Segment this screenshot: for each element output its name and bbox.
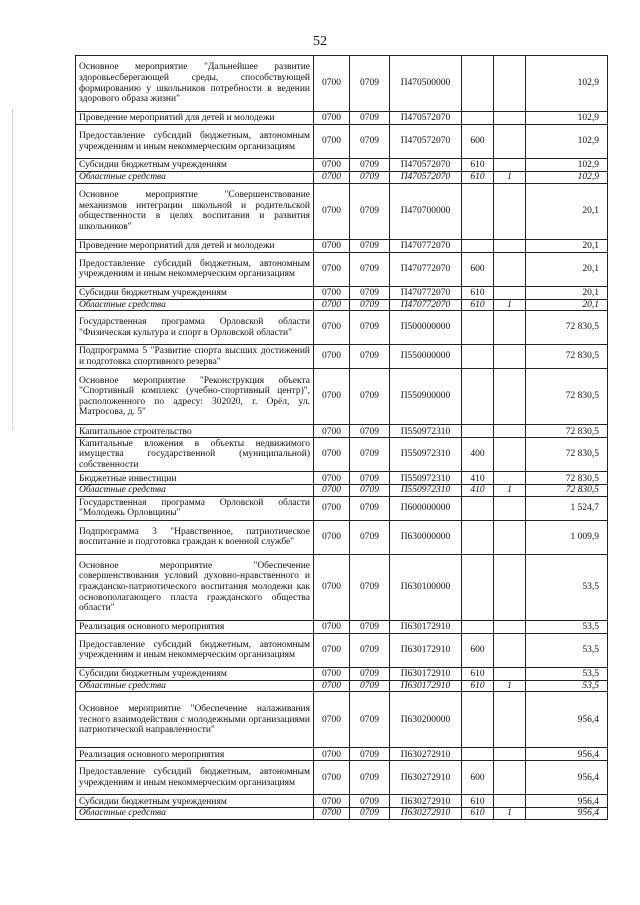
section-code-cell: 0700 xyxy=(314,252,350,286)
subsection-code-cell: 0709 xyxy=(350,125,390,159)
target-article-cell: П470772070 xyxy=(390,239,462,252)
table-row xyxy=(76,183,608,239)
expense-type-cell xyxy=(462,620,494,633)
amount-cell: 956,4 xyxy=(526,692,608,748)
expense-type-cell xyxy=(462,425,494,438)
table-row xyxy=(76,345,608,369)
table-row xyxy=(76,496,608,520)
target-article-cell: П470700000 xyxy=(390,183,462,239)
funding-source-cell xyxy=(494,159,526,172)
subsection-code-cell: 0709 xyxy=(350,425,390,438)
amount-cell: 72 830,5 xyxy=(526,472,608,485)
subsection-code-cell: 0709 xyxy=(350,808,390,820)
subsection-code-cell: 0709 xyxy=(350,620,390,633)
section-code-cell: 0700 xyxy=(314,345,350,369)
row-name-cell: Субсидии бюджетным учреждениям xyxy=(76,159,314,172)
expense-type-cell: 610 xyxy=(462,286,494,299)
funding-source-cell xyxy=(494,286,526,299)
target-article-cell: П630172910 xyxy=(390,680,462,692)
amount-cell: 102,9 xyxy=(526,56,608,112)
amount-cell: 102,9 xyxy=(526,159,608,172)
row-name-cell: Областные средства xyxy=(76,172,314,184)
funding-source-cell xyxy=(494,633,526,667)
funding-source-cell xyxy=(494,620,526,633)
expense-type-cell xyxy=(462,369,494,425)
budget-table xyxy=(75,55,608,820)
target-article-cell: П470772070 xyxy=(390,252,462,286)
amount-cell: 956,4 xyxy=(526,808,608,820)
amount-cell: 53,5 xyxy=(526,554,608,620)
row-name-cell: Предоставление субсидий бюджетным, автономным учреждениям и иным некоммерческим организациям xyxy=(76,633,314,667)
target-article-cell: П630100000 xyxy=(390,554,462,620)
target-article-cell: П550972310 xyxy=(390,472,462,485)
section-code-cell: 0700 xyxy=(314,425,350,438)
row-name-cell: Предоставление субсидий бюджетным, автономным учреждениям и иным некоммерческим организациям xyxy=(76,252,314,286)
subsection-code-cell: 0709 xyxy=(350,692,390,748)
section-code-cell: 0700 xyxy=(314,56,350,112)
subsection-code-cell: 0709 xyxy=(350,633,390,667)
subsection-code-cell: 0709 xyxy=(350,299,390,311)
amount-cell: 956,4 xyxy=(526,761,608,795)
row-name-cell: Основное мероприятие "Совершенствование механизмов интеграции школьной и родительской общественности в целях воспитания и развития школьников" xyxy=(76,183,314,239)
expense-type-cell: 410 xyxy=(462,472,494,485)
funding-source-cell xyxy=(494,692,526,748)
section-code-cell: 0700 xyxy=(314,125,350,159)
section-code-cell: 0700 xyxy=(314,520,350,554)
funding-source-cell xyxy=(494,795,526,808)
subsection-code-cell: 0709 xyxy=(350,667,390,680)
table-row xyxy=(76,485,608,497)
funding-source-cell xyxy=(494,425,526,438)
row-name-cell: Областные средства xyxy=(76,808,314,820)
target-article-cell: П550972310 xyxy=(390,485,462,497)
table-row xyxy=(76,472,608,485)
expense-type-cell xyxy=(462,112,494,125)
table-row xyxy=(76,299,608,311)
expense-type-cell xyxy=(462,748,494,761)
expense-type-cell: 610 xyxy=(462,299,494,311)
target-article-cell: П550000000 xyxy=(390,345,462,369)
amount-cell: 72 830,5 xyxy=(526,425,608,438)
subsection-code-cell: 0709 xyxy=(350,286,390,299)
expense-type-cell: 610 xyxy=(462,159,494,172)
subsection-code-cell: 0709 xyxy=(350,159,390,172)
funding-source-cell: 1 xyxy=(494,808,526,820)
funding-source-cell xyxy=(494,554,526,620)
funding-source-cell xyxy=(494,183,526,239)
amount-cell: 72 830,5 xyxy=(526,438,608,472)
budget-table-body xyxy=(76,56,608,820)
funding-source-cell xyxy=(494,761,526,795)
funding-source-cell xyxy=(494,369,526,425)
funding-source-cell xyxy=(494,667,526,680)
expense-type-cell: 600 xyxy=(462,761,494,795)
row-name-cell: Предоставление субсидий бюджетным, автономным учреждениям и иным некоммерческим организациям xyxy=(76,125,314,159)
amount-cell: 1 009,9 xyxy=(526,520,608,554)
table-row xyxy=(76,239,608,252)
target-article-cell: П470500000 xyxy=(390,56,462,112)
subsection-code-cell: 0709 xyxy=(350,311,390,345)
funding-source-cell xyxy=(494,252,526,286)
section-code-cell: 0700 xyxy=(314,172,350,184)
subsection-code-cell: 0709 xyxy=(350,554,390,620)
amount-cell: 53,5 xyxy=(526,620,608,633)
row-name-cell: Реализация основного мероприятия xyxy=(76,748,314,761)
section-code-cell: 0700 xyxy=(314,680,350,692)
expense-type-cell: 610 xyxy=(462,172,494,184)
row-name-cell: Областные средства xyxy=(76,299,314,311)
table-row xyxy=(76,286,608,299)
section-code-cell: 0700 xyxy=(314,311,350,345)
row-name-cell: Областные средства xyxy=(76,485,314,497)
subsection-code-cell: 0709 xyxy=(350,369,390,425)
subsection-code-cell: 0709 xyxy=(350,680,390,692)
section-code-cell: 0700 xyxy=(314,438,350,472)
funding-source-cell xyxy=(494,125,526,159)
funding-source-cell xyxy=(494,748,526,761)
row-name-cell: Бюджетные инвестиции xyxy=(76,472,314,485)
funding-source-cell xyxy=(494,438,526,472)
table-row xyxy=(76,620,608,633)
section-code-cell: 0700 xyxy=(314,667,350,680)
subsection-code-cell: 0709 xyxy=(350,761,390,795)
amount-cell: 20,1 xyxy=(526,252,608,286)
section-code-cell: 0700 xyxy=(314,692,350,748)
row-name-cell: Проведение мероприятий для детей и молодежи xyxy=(76,239,314,252)
funding-source-cell: 1 xyxy=(494,485,526,497)
scan-margin-line xyxy=(12,110,13,430)
target-article-cell: П630272910 xyxy=(390,795,462,808)
section-code-cell: 0700 xyxy=(314,485,350,497)
section-code-cell: 0700 xyxy=(314,554,350,620)
funding-source-cell xyxy=(494,112,526,125)
funding-source-cell xyxy=(494,520,526,554)
target-article-cell: П630272910 xyxy=(390,761,462,795)
section-code-cell: 0700 xyxy=(314,795,350,808)
subsection-code-cell: 0709 xyxy=(350,252,390,286)
funding-source-cell xyxy=(494,239,526,252)
target-article-cell: П630172910 xyxy=(390,633,462,667)
row-name-cell: Подпрограмма 3 "Нравственное, патриотическое воспитание и подготовка граждан к военной службе" xyxy=(76,520,314,554)
subsection-code-cell: 0709 xyxy=(350,485,390,497)
row-name-cell: Реализация основного мероприятия xyxy=(76,620,314,633)
row-name-cell: Капитальные вложения в объекты недвижимого имущества государственной (муниципальной) собственности xyxy=(76,438,314,472)
amount-cell: 1 524,7 xyxy=(526,496,608,520)
expense-type-cell xyxy=(462,56,494,112)
section-code-cell: 0700 xyxy=(314,286,350,299)
table-row xyxy=(76,425,608,438)
subsection-code-cell: 0709 xyxy=(350,112,390,125)
subsection-code-cell: 0709 xyxy=(350,172,390,184)
funding-source-cell xyxy=(494,56,526,112)
expense-type-cell xyxy=(462,520,494,554)
target-article-cell: П500000000 xyxy=(390,311,462,345)
expense-type-cell: 610 xyxy=(462,795,494,808)
table-row xyxy=(76,520,608,554)
amount-cell: 72 830,5 xyxy=(526,369,608,425)
subsection-code-cell: 0709 xyxy=(350,438,390,472)
target-article-cell: П470572070 xyxy=(390,159,462,172)
table-row xyxy=(76,667,608,680)
amount-cell: 102,9 xyxy=(526,125,608,159)
table-row xyxy=(76,748,608,761)
target-article-cell: П630172910 xyxy=(390,667,462,680)
table-row xyxy=(76,692,608,748)
section-code-cell: 0700 xyxy=(314,159,350,172)
expense-type-cell: 600 xyxy=(462,633,494,667)
row-name-cell: Основное мероприятие "Обеспечение совершенствования условий духовно-нравственного и гражданско-патриотического воспитания молодежи как основополагающего пласта гражданского общества области" xyxy=(76,554,314,620)
target-article-cell: П470572070 xyxy=(390,172,462,184)
target-article-cell: П630200000 xyxy=(390,692,462,748)
section-code-cell: 0700 xyxy=(314,748,350,761)
expense-type-cell xyxy=(462,239,494,252)
subsection-code-cell: 0709 xyxy=(350,496,390,520)
expense-type-cell: 610 xyxy=(462,680,494,692)
amount-cell: 20,1 xyxy=(526,286,608,299)
target-article-cell: П470772070 xyxy=(390,286,462,299)
table-row xyxy=(76,680,608,692)
subsection-code-cell: 0709 xyxy=(350,183,390,239)
section-code-cell: 0700 xyxy=(314,183,350,239)
subsection-code-cell: 0709 xyxy=(350,795,390,808)
amount-cell: 20,1 xyxy=(526,299,608,311)
amount-cell: 53,5 xyxy=(526,667,608,680)
expense-type-cell xyxy=(462,554,494,620)
section-code-cell: 0700 xyxy=(314,496,350,520)
row-name-cell: Субсидии бюджетным учреждениям xyxy=(76,795,314,808)
table-row xyxy=(76,438,608,472)
row-name-cell: Капитальное строительство xyxy=(76,425,314,438)
table-row xyxy=(76,125,608,159)
section-code-cell: 0700 xyxy=(314,633,350,667)
row-name-cell: Субсидии бюджетным учреждениям xyxy=(76,667,314,680)
expense-type-cell xyxy=(462,311,494,345)
row-name-cell: Субсидии бюджетным учреждениям xyxy=(76,286,314,299)
target-article-cell: П550972310 xyxy=(390,425,462,438)
expense-type-cell xyxy=(462,345,494,369)
target-article-cell: П550972310 xyxy=(390,438,462,472)
amount-cell: 956,4 xyxy=(526,795,608,808)
expense-type-cell xyxy=(462,692,494,748)
page-number: 52 xyxy=(313,34,327,49)
table-row xyxy=(76,633,608,667)
section-code-cell: 0700 xyxy=(314,369,350,425)
amount-cell: 102,9 xyxy=(526,112,608,125)
funding-source-cell xyxy=(494,472,526,485)
expense-type-cell: 610 xyxy=(462,667,494,680)
row-name-cell: Подпрограмма 5 "Развитие спорта высших достижений и подготовка спортивного резерва" xyxy=(76,345,314,369)
target-article-cell: П630272910 xyxy=(390,808,462,820)
amount-cell: 72 830,5 xyxy=(526,311,608,345)
section-code-cell: 0700 xyxy=(314,472,350,485)
section-code-cell: 0700 xyxy=(314,239,350,252)
funding-source-cell xyxy=(494,311,526,345)
subsection-code-cell: 0709 xyxy=(350,520,390,554)
expense-type-cell: 610 xyxy=(462,808,494,820)
expense-type-cell: 600 xyxy=(462,252,494,286)
row-name-cell: Государственная программа Орловской области "Физическая культура и спорт в Орловской области" xyxy=(76,311,314,345)
funding-source-cell: 1 xyxy=(494,299,526,311)
table-row xyxy=(76,172,608,184)
target-article-cell: П470572070 xyxy=(390,112,462,125)
subsection-code-cell: 0709 xyxy=(350,345,390,369)
table-row xyxy=(76,795,608,808)
table-row xyxy=(76,761,608,795)
row-name-cell: Основное мероприятие "Реконструкция объекта "Спортивный комплекс (учебно-спортивный центр)", расположенного по адресу: 302020, г. Орёл, ул. Матросова, д. 5" xyxy=(76,369,314,425)
target-article-cell: П630272910 xyxy=(390,748,462,761)
table-row xyxy=(76,554,608,620)
expense-type-cell xyxy=(462,496,494,520)
amount-cell: 53,5 xyxy=(526,680,608,692)
amount-cell: 20,1 xyxy=(526,183,608,239)
table-row xyxy=(76,159,608,172)
target-article-cell: П600000000 xyxy=(390,496,462,520)
amount-cell: 956,4 xyxy=(526,748,608,761)
row-name-cell: Проведение мероприятий для детей и молодежи xyxy=(76,112,314,125)
table-row xyxy=(76,56,608,112)
table-row xyxy=(76,808,608,820)
section-code-cell: 0700 xyxy=(314,761,350,795)
table-row xyxy=(76,311,608,345)
row-name-cell: Основное мероприятие "Обеспечение налаживания тесного взаимодействия с молодежными организациями патриотической направленности" xyxy=(76,692,314,748)
row-name-cell: Областные средства xyxy=(76,680,314,692)
funding-source-cell: 1 xyxy=(494,172,526,184)
target-article-cell: П630000000 xyxy=(390,520,462,554)
subsection-code-cell: 0709 xyxy=(350,56,390,112)
row-name-cell: Государственная программа Орловской области "Молодежь Орловщины" xyxy=(76,496,314,520)
subsection-code-cell: 0709 xyxy=(350,472,390,485)
expense-type-cell: 410 xyxy=(462,485,494,497)
table-row xyxy=(76,112,608,125)
target-article-cell: П470772070 xyxy=(390,299,462,311)
section-code-cell: 0700 xyxy=(314,299,350,311)
row-name-cell: Основное мероприятие "Дальнейшее развитие здоровьесберегающей среды, способствующей формированию у школьников потребности в ведении здорового образа жизни" xyxy=(76,56,314,112)
table-row xyxy=(76,252,608,286)
expense-type-cell: 600 xyxy=(462,125,494,159)
amount-cell: 72 830,5 xyxy=(526,485,608,497)
funding-source-cell xyxy=(494,496,526,520)
section-code-cell: 0700 xyxy=(314,112,350,125)
subsection-code-cell: 0709 xyxy=(350,748,390,761)
amount-cell: 72 830,5 xyxy=(526,345,608,369)
expense-type-cell: 400 xyxy=(462,438,494,472)
target-article-cell: П470572070 xyxy=(390,125,462,159)
section-code-cell: 0700 xyxy=(314,808,350,820)
funding-source-cell: 1 xyxy=(494,680,526,692)
target-article-cell: П550900000 xyxy=(390,369,462,425)
amount-cell: 102,9 xyxy=(526,172,608,184)
target-article-cell: П630172910 xyxy=(390,620,462,633)
amount-cell: 20,1 xyxy=(526,239,608,252)
row-name-cell: Предоставление субсидий бюджетным, автономным учреждениям и иным некоммерческим организациям xyxy=(76,761,314,795)
funding-source-cell xyxy=(494,345,526,369)
amount-cell: 53,5 xyxy=(526,633,608,667)
table-row xyxy=(76,369,608,425)
section-code-cell: 0700 xyxy=(314,620,350,633)
expense-type-cell xyxy=(462,183,494,239)
subsection-code-cell: 0709 xyxy=(350,239,390,252)
